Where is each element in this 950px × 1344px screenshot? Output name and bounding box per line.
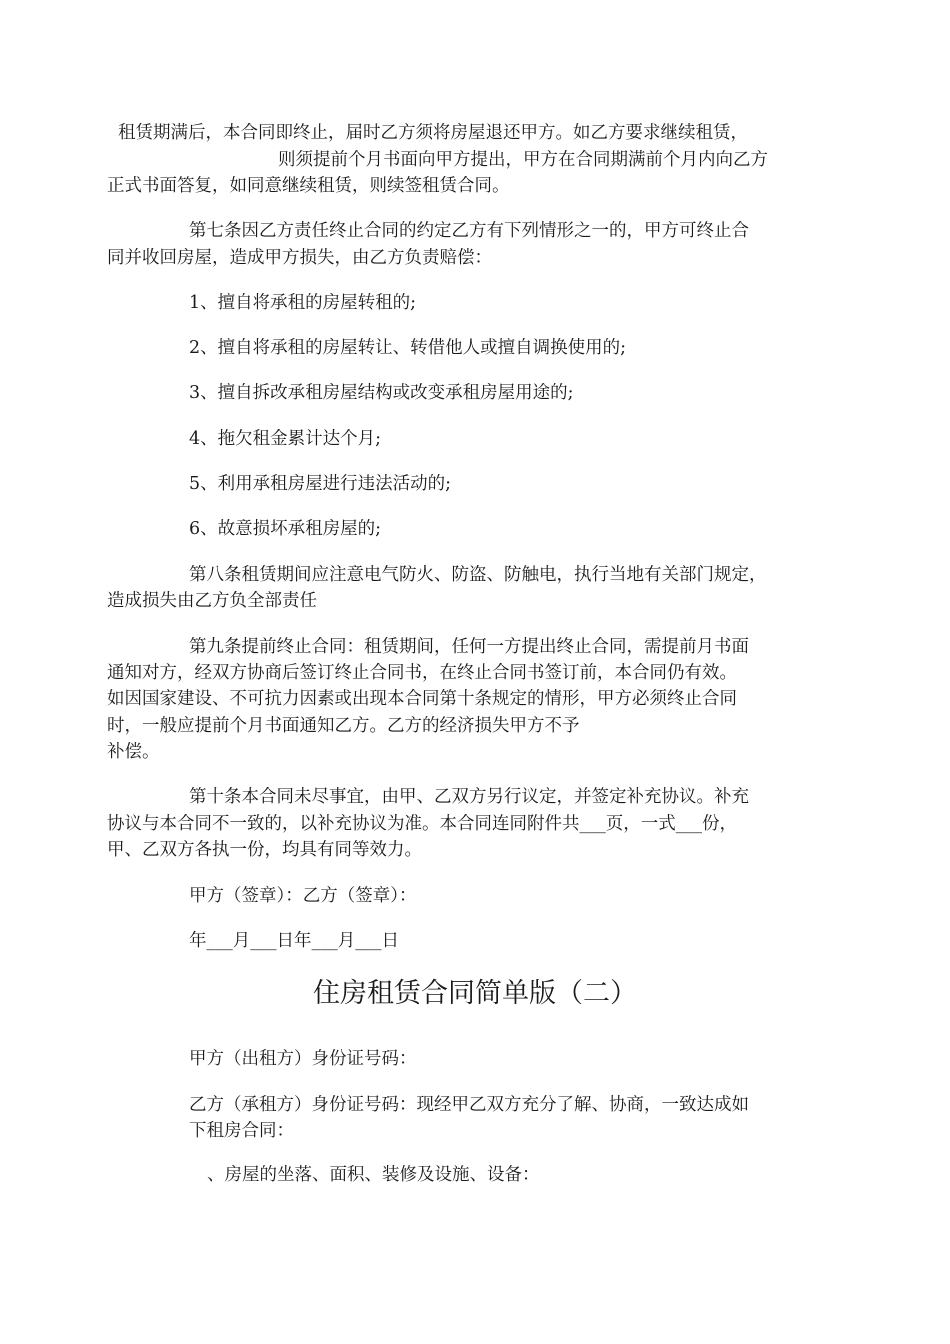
date-line: 年___月___日年___月___日	[189, 931, 399, 951]
paragraph-line: 则须提前个月书面向甲方提出，甲方在合同期满前个月内向乙方	[278, 150, 768, 170]
list-item: 1、擅自将承租的房屋转租的;	[189, 293, 417, 313]
paragraph-line: 租赁期满后，本合同即终止，届时乙方须将房屋退还甲方。如乙方要求继续租赁，	[118, 123, 748, 143]
article-8-line: 造成损失由乙方负全部责任	[107, 591, 317, 611]
paragraph-line: 正式书面答复，如同意继续租赁，则续签租赁合同。	[107, 176, 510, 196]
article-7-line: 同并收回房屋，造成甲方损失，由乙方负责赔偿：	[107, 248, 492, 268]
article-9-line: 如因国家建设、不可抗力因素或出现本合同第十条规定的情形，甲方必须终止合同	[107, 689, 737, 709]
list-item: 6、故意损坏承租房屋的;	[189, 519, 382, 539]
list-item: 4、拖欠租金累计达个月;	[189, 429, 382, 449]
article-9-line: 时，一般应提前个月书面通知乙方。乙方的经济损失甲方不予	[107, 716, 580, 736]
article-10-line: 甲、乙双方各执一份，均具有同等效力。	[107, 840, 422, 860]
article-9-line: 通知对方，经双方协商后签订终止合同书，在终止合同书签订前，本合同仍有效。	[107, 663, 737, 683]
article-10-line: 第十条本合同未尽事宜，由甲、乙双方另行议定，并签定补充协议。补充	[189, 787, 749, 807]
section-heading: 、房屋的坐落、面积、装修及设施、设备：	[207, 1165, 540, 1185]
section-title: 住房租赁合同简单版（二）	[313, 978, 637, 1009]
list-item: 2、擅自将承租的房屋转让、转借他人或擅自调换使用的;	[189, 338, 627, 358]
list-item: 3、擅自拆改承租房屋结构或改变承租房屋用途的;	[189, 383, 574, 403]
article-8-line: 第八条租赁期间应注意电气防火、防盗、防触电，执行当地有关部门规定，	[189, 565, 767, 585]
article-9-line: 第九条提前终止合同：租赁期间，任何一方提出终止合同，需提前月书面	[189, 637, 749, 657]
article-10-line: 协议与本合同不一致的，以补充协议为准。本合同连同附件共___页，一式___份，	[107, 814, 737, 834]
article-7-line: 第七条因乙方责任终止合同的约定乙方有下列情形之一的，甲方可终止合	[189, 221, 749, 241]
list-item: 5、利用承租房屋进行违法活动的;	[189, 474, 452, 494]
party-a-line: 甲方（出租方）身份证号码：	[189, 1049, 417, 1069]
article-9-line: 补偿。	[107, 742, 160, 762]
party-b-line: 乙方（承租方）身份证号码：现经甲乙双方充分了解、协商，一致达成如	[189, 1095, 749, 1115]
signature-line: 甲方（签章）：乙方（签章）：	[189, 886, 417, 906]
party-b-line: 下租房合同：	[189, 1121, 294, 1141]
